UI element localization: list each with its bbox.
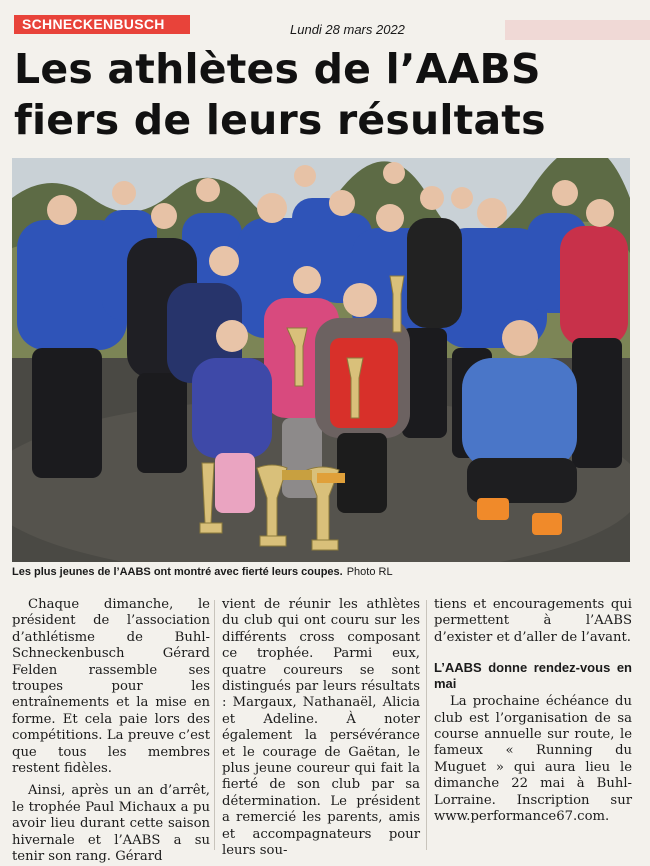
column-3-paragraph-top: tiens et encouragements qui permettent à l’AABS d’exister et d’aller de l’avant. — [434, 597, 632, 645]
column-divider — [214, 600, 215, 850]
column-1-paragraph-1: Chaque dimanche, le président de l’association d’athlétisme de Buhl-Schneckenbusch Gérard Felden rassemble ses troupes pour les entraînements et la mise en forme. Et cela paie lors des compétitions. La preuve c’est que tous les membres restent fidèles. — [12, 597, 210, 777]
article-column-2 — [222, 597, 420, 860]
group-photo — [12, 158, 630, 562]
column-3-subheading: L’AABS donne rendez-vous en mai — [434, 660, 632, 692]
article-column-1 — [12, 597, 210, 866]
group-photo-illustration — [12, 158, 630, 562]
column-3-paragraph-body: La prochaine échéance du club est l’organisation de sa course annuelle sur route, le fameux « Running du Muguet » qui aura lieu le dimanche 22 mai à Buhl-Lorraine. Inscription sur www.performance67.com. — [434, 694, 632, 825]
section-rubric: SCHNECKENBUSCH — [14, 15, 190, 34]
caption-text: Les plus jeunes de l’AABS ont montré avec fierté leurs coupes. — [12, 566, 343, 578]
column-divider — [426, 600, 427, 850]
photo-credit: Photo RL — [346, 566, 393, 578]
photo-caption — [12, 566, 630, 578]
article-column-3 — [434, 597, 632, 825]
headline-line-1: Les athlètes de l’AABS — [14, 45, 541, 93]
article-headline — [14, 44, 574, 146]
column-2-paragraph: vient de réunir les athlètes du club qui ont couru sur les différents cross composant ce trophée. Parmi eux, quatre coureurs se sont distingués par leurs résultats : Margaux, Nathanaël, Alicia et Adeline. À noter également la persévérance et le courage de Gaëtan, le plus jeune coureur qui fait la fierté de son club par sa détermination. Le président a remercié les parents, amis et accompagnateurs pour leurs sou- — [222, 597, 420, 859]
adjacent-page-rubric — [505, 20, 650, 40]
headline-line-2: fiers de leurs résultats — [14, 96, 546, 144]
column-1-paragraph-2: Ainsi, après un an d’arrêt, le trophée Paul Michaux a pu avoir lieu durant cette saison hivernale et l’AABS a su tenir son rang. Gérard — [12, 783, 210, 865]
publication-date: Lundi 28 mars 2022 — [290, 22, 405, 37]
